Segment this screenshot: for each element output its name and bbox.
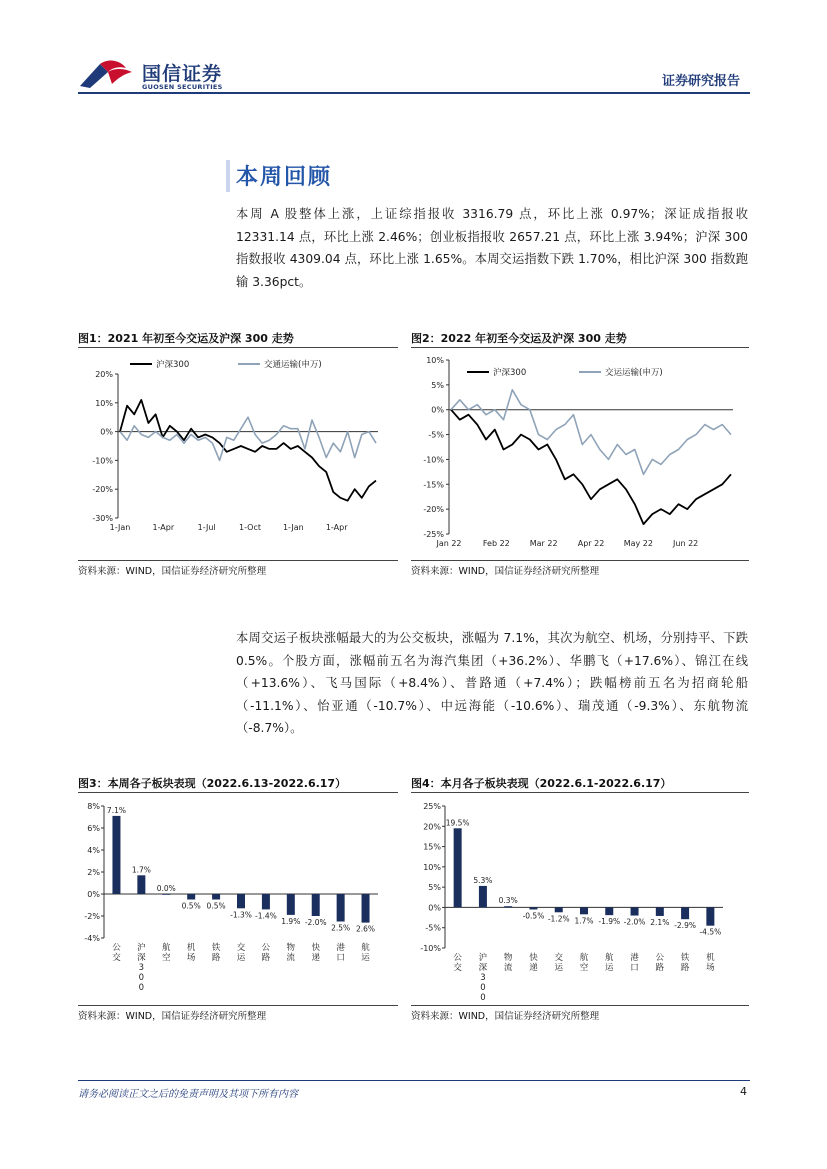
fig4-data-label: 2.1% [650, 917, 670, 927]
fig3-category-label-char: 航 [361, 943, 370, 953]
fig1-y-tick-label: 20% [95, 370, 113, 379]
fig4-y-tick-label: -5% [425, 923, 441, 933]
fig3-bar [162, 894, 170, 895]
fig3-data-label: -1.3% [230, 910, 252, 920]
fig4-title: 图4：本月各子板块表现（2022.6.1-2022.6.17） [411, 777, 672, 790]
fig3-y-tick-label: 0% [87, 890, 100, 899]
summary-paragraph: 本周 A 股整体上涨，上证综指报收 3316.79 点，环比上涨 0.97%；深证成指报收 12331.14 点，环比上涨 2.46%；创业板指报收 2657.21 点，环比上涨 3.94%；沪深 300 指数报收 4309.04 点，环比上涨 1.65%。本周交运指数下跌 1.70%，相比沪深 300 指数跑输 3.36pct。 [236, 207, 748, 289]
fig2-x-tick-label: Jun 22 [673, 539, 699, 548]
fig4-category-label-char: 0 [480, 983, 486, 993]
fig4-category-label-char: 0 [480, 993, 486, 1002]
fig2-y-tick-label: -5% [428, 430, 444, 440]
fig4-data-label: 1.7% [574, 916, 594, 926]
fig3-data-label: 0.5% [181, 901, 201, 911]
fig3-category-label-char: 流 [286, 953, 296, 963]
fig4-category-label-char: 公 [655, 953, 665, 963]
fig1-x-tick-label: 1-Jul [197, 523, 216, 532]
fig4-bar [504, 906, 512, 907]
fig4-category-label-char: 铁 [680, 953, 690, 963]
fig3-data-label: -1.4% [255, 911, 277, 921]
fig4-category-label-char: 递 [529, 963, 538, 973]
fig2-title-rule [411, 347, 749, 348]
fig4-y-tick-label: 0% [428, 903, 441, 913]
fig3-bar [187, 894, 195, 900]
fig1-x-tick-label: 1-Jan [109, 523, 131, 532]
fig4-bar-chart [411, 796, 749, 1002]
footer-divider [78, 1080, 750, 1081]
fig2-y-tick-label: -10% [423, 455, 444, 465]
fig3-category-label-char: 沪 [137, 943, 146, 953]
fig4-category-label-char: 空 [579, 963, 589, 973]
fig2-x-tick-label: May 22 [623, 539, 653, 548]
fig4-y-tick-label: 15% [423, 842, 441, 852]
fig1-line-chart [78, 352, 398, 560]
fig4-bar [529, 907, 537, 909]
fig3-category-label-char: 运 [236, 953, 246, 963]
fig3-category-label-char: 物 [286, 943, 296, 953]
fig3-bar [137, 875, 145, 894]
section-title: 本周回顾 [236, 165, 333, 190]
report-type-label: 证券研究报告 [662, 74, 741, 89]
fig4-category-label-char: 流 [503, 963, 513, 973]
sector-paragraph: 本周交运子板块涨幅最大的为公交板块，涨幅为 7.1%，其次为航空、机场，分别持平、下跌 0.5%。个股方面，涨幅前五名为海汽集团（+36.2%）、华鹏飞（+17.6%）、锦江在线（+13.6%）、飞马国际（+8.4%）、普路通（+7.4%）；跌幅榜前五名为招商轮船（-11.1%）、怡亚通（-10.7%）、中远海能（-10.6%）、瑞茂通（-9.3%）、东航物流（-8.7%）。 [236, 631, 748, 735]
fig3-data-label: 1.9% [281, 916, 301, 926]
fig4-bar [580, 907, 588, 914]
fig3-y-tick-label: 4% [87, 846, 100, 855]
fig4-bar [454, 828, 462, 907]
fig4-bar [706, 907, 714, 925]
fig4-bar [631, 907, 639, 915]
fig3-data-label: 7.1% [106, 805, 126, 815]
fig3-category-label-char: 交 [112, 953, 121, 963]
fig2-legend-label: 交运运输(申万) [605, 368, 663, 378]
fig4-y-tick-label: 25% [423, 802, 441, 811]
fig3-category-label-char: 递 [311, 953, 320, 963]
fig3-bar [212, 894, 220, 900]
fig3-bar [312, 894, 320, 916]
fig4-category-label-char: 深 [478, 963, 488, 973]
fig3-category-label-char: 口 [336, 953, 345, 963]
fig3-data-label: 0.0% [156, 884, 176, 893]
fig1-x-tick-label: 1-Apr [152, 523, 175, 532]
fig3-source: 资料来源：WIND，国信证券经济研究所整理 [78, 1011, 267, 1022]
fig3-category-label-char: 公 [261, 943, 271, 953]
fig3-category-label-char: 航 [162, 943, 171, 953]
fig2-x-tick-label: Apr 22 [577, 539, 605, 548]
fig4-bottom-rule [411, 1005, 749, 1006]
fig3-bar [362, 894, 370, 923]
guosen-logo-mark [78, 58, 138, 90]
fig4-category-label-char: 路 [655, 963, 665, 973]
fig4-y-tick-label: 5% [428, 883, 441, 893]
fig3-category-label-char: 铁 [211, 943, 221, 953]
fig1-legend-label: 沪深300 [156, 360, 190, 370]
fig4-category-label-char: 快 [529, 953, 538, 963]
fig1-y-tick-label: 0% [100, 427, 113, 437]
fig1-x-tick-label: 1-Apr [325, 523, 348, 532]
fig4-data-label: -0.5% [522, 911, 545, 921]
fig4-y-tick-label: -10% [420, 944, 441, 953]
fig3-category-label-char: 快 [311, 943, 320, 953]
fig4-data-label: -2.9% [674, 921, 696, 931]
fig4-category-label-char: 路 [680, 963, 690, 973]
fig4-bar [681, 907, 689, 919]
fig2-y-tick-label: -15% [423, 480, 444, 490]
page-number: 4 [740, 1085, 747, 1098]
fig3-category-label-char: 运 [361, 953, 370, 963]
fig2-x-tick-label: Jan 22 [436, 539, 462, 548]
fig3-y-tick-label: 6% [87, 824, 100, 833]
fig4-category-label-char: 物 [503, 953, 513, 963]
fig3-category-label-char: 0 [138, 973, 145, 983]
fig4-category-label-char: 交 [554, 953, 563, 963]
fig2-legend-label: 沪深300 [493, 368, 527, 378]
fig3-bar [287, 894, 295, 915]
fig1-y-tick-label: 10% [95, 398, 113, 408]
fig3-category-label-char: 深 [137, 953, 146, 963]
fig1-x-tick-label: 1-Oct [238, 523, 262, 532]
fig3-y-tick-label: -2% [84, 912, 100, 921]
fig4-y-tick-label: 20% [423, 822, 441, 832]
fig3-bar-chart [78, 796, 398, 1002]
fig4-data-label: -4.5% [699, 927, 722, 937]
fig4-data-label: 5.3% [473, 875, 493, 885]
fig3-y-tick-label: 2% [87, 868, 100, 877]
fig3-data-label: 1.7% [131, 865, 151, 875]
fig4-source: 资料来源：WIND，国信证券经济研究所整理 [411, 1011, 600, 1022]
fig4-data-label: 19.5% [445, 818, 470, 828]
fig3-bar [337, 894, 345, 922]
fig4-category-label-char: 公 [453, 953, 462, 963]
fig2-series-hs300 [451, 410, 731, 524]
fig1-bottom-rule [78, 560, 398, 561]
fig3-category-label-char: 场 [186, 953, 196, 963]
fig1-y-tick-label: -30% [92, 514, 113, 523]
fig4-category-label-char: 机 [706, 953, 715, 963]
fig4-category-label-char: 航 [605, 953, 614, 963]
fig1-title: 图1：2021 年初至今交运及沪深 300 走势 [78, 332, 294, 345]
logo-name-en: GUOSEN SECURITIES [142, 83, 223, 91]
fig4-data-label: -2.0% [623, 917, 646, 927]
fig2-x-tick-label: Feb 22 [482, 539, 510, 548]
fig3-y-tick-label: 8% [87, 802, 100, 811]
fig2-y-tick-label: 0% [431, 405, 444, 415]
footer-disclaimer: 请务必阅读正文之后的免责声明及其项下所有内容 [78, 1089, 298, 1100]
section-title-accent [226, 160, 230, 192]
fig4-category-label-char: 港 [630, 953, 639, 963]
fig3-data-label: 0.5% [206, 901, 226, 911]
fig3-bar [112, 816, 120, 894]
fig4-category-label-char: 场 [706, 963, 715, 973]
fig1-legend-label: 交通运输(申万) [264, 360, 322, 370]
fig1-title-rule [78, 347, 398, 348]
fig3-category-label-char: 0 [138, 983, 145, 993]
fig3-category-label-char: 机 [186, 943, 196, 953]
fig3-category-label-char: 空 [162, 953, 171, 963]
fig2-source: 资料来源：WIND，国信证券经济研究所整理 [411, 566, 600, 577]
fig3-bottom-rule [78, 1005, 398, 1006]
fig1-y-tick-label: -20% [92, 485, 113, 495]
fig3-category-label-char: 路 [261, 953, 271, 963]
brand-logo [78, 58, 248, 92]
fig4-category-label-char: 交 [453, 963, 462, 973]
fig3-bar [262, 894, 270, 909]
fig3-category-label-char: 港 [336, 943, 345, 953]
fig2-bottom-rule [411, 560, 749, 561]
fig4-title-rule [411, 792, 749, 793]
fig1-series-hs300 [120, 400, 376, 501]
fig1-x-tick-label: 1-Jan [282, 523, 304, 532]
fig3-y-tick-label: -4% [84, 934, 100, 943]
header-divider [78, 92, 750, 94]
fig3-data-label: -2.0% [304, 918, 327, 927]
fig4-category-label-char: 运 [605, 963, 614, 973]
fig3-category-label-char: 3 [138, 963, 145, 973]
fig4-data-label: 0.3% [498, 896, 518, 906]
fig4-y-tick-label: 10% [423, 862, 441, 872]
fig1-y-tick-label: -10% [92, 456, 113, 466]
fig4-data-label: -1.2% [547, 914, 570, 924]
fig2-y-tick-label: 5% [431, 380, 444, 390]
fig4-category-label-char: 航 [579, 953, 589, 963]
logo-name-cn: 国信证券 [142, 63, 223, 85]
fig4-category-label-char: 运 [554, 963, 563, 973]
fig2-y-tick-label: -20% [423, 505, 444, 515]
fig3-data-label: 2.6% [356, 924, 376, 934]
fig4-data-label: -1.9% [598, 917, 621, 927]
fig4-category-label-char: 口 [630, 963, 639, 973]
fig4-category-label-char: 沪 [478, 953, 488, 963]
fig3-bar [237, 894, 245, 908]
fig2-title: 图2：2022 年初至今交运及沪深 300 走势 [411, 332, 627, 345]
fig3-data-label: 2.5% [331, 923, 351, 933]
fig4-bar [656, 907, 664, 916]
fig2-y-tick-label: 10% [426, 356, 444, 365]
fig3-category-label-char: 公 [112, 943, 121, 953]
fig3-title-rule [78, 792, 398, 793]
fig3-category-label-char: 交 [236, 943, 246, 953]
fig3-title: 图3：本周各子板块表现（2022.6.13-2022.6.17） [78, 777, 347, 790]
fig4-bar [605, 907, 613, 915]
fig2-line-chart [411, 352, 749, 560]
fig3-category-label-char: 路 [211, 953, 221, 963]
fig2-y-tick-label: -25% [423, 530, 444, 539]
fig4-bar [555, 907, 563, 912]
fig4-bar [479, 886, 487, 908]
fig1-source: 资料来源：WIND，国信证券经济研究所整理 [78, 566, 267, 577]
fig2-x-tick-label: Mar 22 [529, 539, 558, 548]
fig4-category-label-char: 3 [480, 973, 486, 983]
